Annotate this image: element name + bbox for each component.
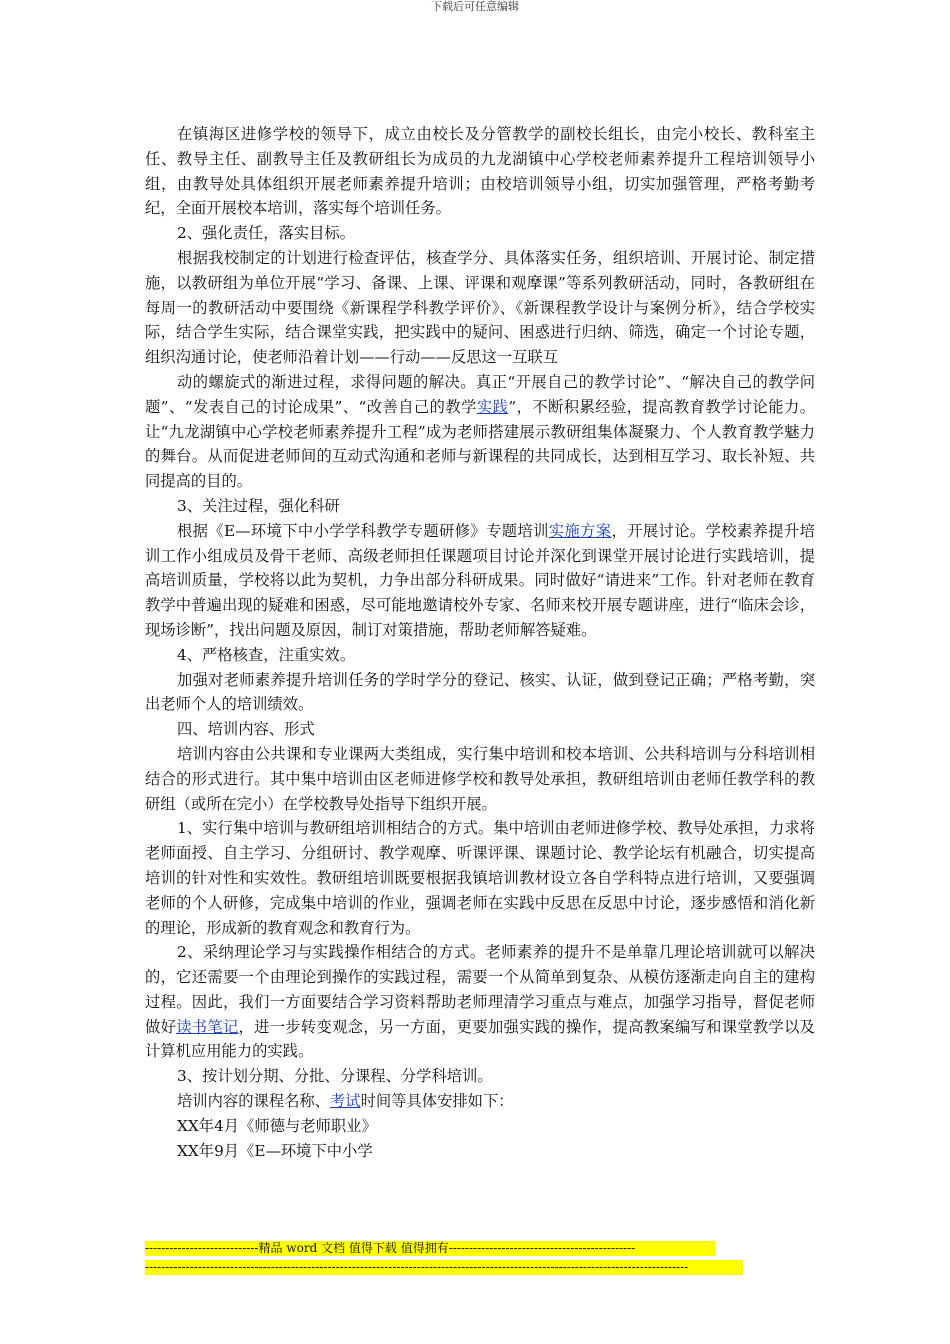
link-kaoshi[interactable]: 考试: [329, 1092, 361, 1111]
paragraph-13: 3、按计划分期、分批、分课程、分学科培训。: [177, 1067, 493, 1086]
paragraph-11: 1、实行集中培训与教研组培训相结合的方式。集中培训由老师进修学校、教导处承担，力求将老师面授、自主学习、分组研讨、教学观摩、听课评课、课题讨论、教学论坛有机融合，切实提高培训的针对性和实效性。教研组培训既要根据我镇培训教材设立各自学科特点进行培训，又要强调老师的个人研修，完成集中培训的作业，强调老师在实践中反思在反思中讨论，逐步感悟和消化新的理论，形成新的教育观念和教育行为。: [145, 819, 815, 937]
paragraph-2: 2、强化责任，落实目标。: [177, 224, 355, 243]
paragraph-14-text-b: 时间等具体安排如下：: [360, 1092, 514, 1111]
paragraph-9: 四、培训内容、形式: [177, 720, 315, 739]
paragraph-6-text-a: 根据《E—环境下中小学学科教学专题研修》专题培训: [177, 521, 549, 540]
paragraph-14-text-a: 培训内容的课程名称、: [177, 1092, 330, 1111]
paragraph-8: 加强对老师素养提升培训任务的学时学分的登记、核实、认证，做到登记正确；严格考勤，突出老师个人的培训绩效。: [145, 670, 815, 714]
document-body: [145, 122, 815, 1163]
paragraph-10: 培训内容由公共课和专业课两大类组成，实行集中培训和校本培训、公共科培训与分科培训相结合的形式进行。其中集中培训由区老师进修学校和教导处承担，教研组培训由老师任教学科的教研组（或所在完小）在学校教导处指导下组织开展。: [145, 744, 815, 813]
paragraph-1: 在镇海区进修学校的领导下，成立由校长及分管教学的副校长组长，由完小校长、教科室主任、教导主任、副教导主任及教研组长为成员的九龙湖镇中心学校老师素养提升工程培训领导小组，由教导处具体组织开展老师素养提升培训；由校培训领导小组，切实加强管理，严格考勤考纪，全面开展校本培训，落实每个培训任务。: [145, 125, 815, 218]
paragraph-4-text-b: ”，不断积累经验，提高教育教学讨论能力。让“九龙湖镇中心学校老师素养提升工程”成为老师搭建展示教研组集体凝聚力、个人教育教学魅力的舞台。从而促进老师间的互动式沟通和老师与新课程的共同成长，达到相互学习、取长补短、共同提高的目的。: [145, 397, 815, 491]
paragraph-5: 3、关注过程，强化科研: [177, 496, 340, 515]
footer-banner-line-1: ----------------------------精品 word 文档 值得下载 值得拥有----------------------------------------------: [145, 1241, 715, 1256]
paragraph-3: 根据我校制定的计划进行检查评估，核查学分、具体落实任务，组织培训、开展讨论、制定措施，以教研组为单位开展“学习、备课、上课、评课和观摩课”等系列教研活动，同时，各教研组在每周一的教研活动中要围绕《新课程学科教学评价》、《新课程教学设计与案例分析》，结合学校实际，结合学生实际，结合课堂实践，把实践中的疑问、困惑进行归纳、筛选，确定一个讨论专题，组织沟通讨论，使老师沿着计划——行动——反思这一互联互: [145, 248, 815, 367]
link-shijian[interactable]: 实践: [476, 397, 509, 416]
paragraph-6-text-b: ，开展讨论。学校素养提升培训工作小组成员及骨干老师、高级老师担任课题项目讨论并深化到课堂开展讨论进行实践培训，提高培训质量，学校将以此为契机，力争出部分科研成果。同时做好“请进来”工作。针对老师在教育教学中普遍出现的疑难和困惑，尽可能地邀请校外专家、名师来校开展专题讲座，进行“临床会诊，现场诊断”，找出问题及原因，制订对策措施，帮助老师解答疑难。: [145, 521, 815, 639]
footer-banner-line-2: --------------------------------------------------------------------------------------------------------------------------------------: [145, 1260, 743, 1275]
paragraph-12: [145, 940, 815, 1064]
paragraph-15: XX年4月《师德与老师职业》: [177, 1116, 377, 1135]
paragraph-14: [145, 1089, 815, 1114]
paragraph-7: 4、严格核查，注重实效。: [177, 645, 355, 664]
page-header: 下载后可任意编辑: [431, 0, 519, 13]
link-shishifangan[interactable]: 实施方案: [548, 521, 612, 540]
paragraph-4: [145, 370, 815, 494]
paragraph-12-text-b: ，进一步转变观念，另一方面，更要加强实践的操作，提高教案编写和课堂教学以及计算机应用能力的实践。: [145, 1017, 815, 1061]
paragraph-16: XX年9月《E—环境下中小学: [177, 1141, 373, 1160]
paragraph-6: [145, 519, 815, 643]
paragraph-4-text-a: 动的螺旋式的渐进过程，求得问题的解决。真正“开展自己的教学讨论”、“解决自己的教学问题”、“发表自己的讨论成果”、“改善自己的教学: [145, 372, 815, 416]
link-dushubiji[interactable]: 读书笔记: [176, 1017, 239, 1036]
paragraph-12-text-a: 2、采纳理论学习与实践操作相结合的方式。老师素养的提升不是单靠几理论培训就可以解决的，它还需要一个由理论到操作的实践过程，需要一个从简单到复杂、从模仿逐渐走向自主的建构过程。因此，我们一方面要结合学习资料帮助老师理清学习重点与难点，加强学习指导，督促老师做好: [145, 943, 815, 1036]
